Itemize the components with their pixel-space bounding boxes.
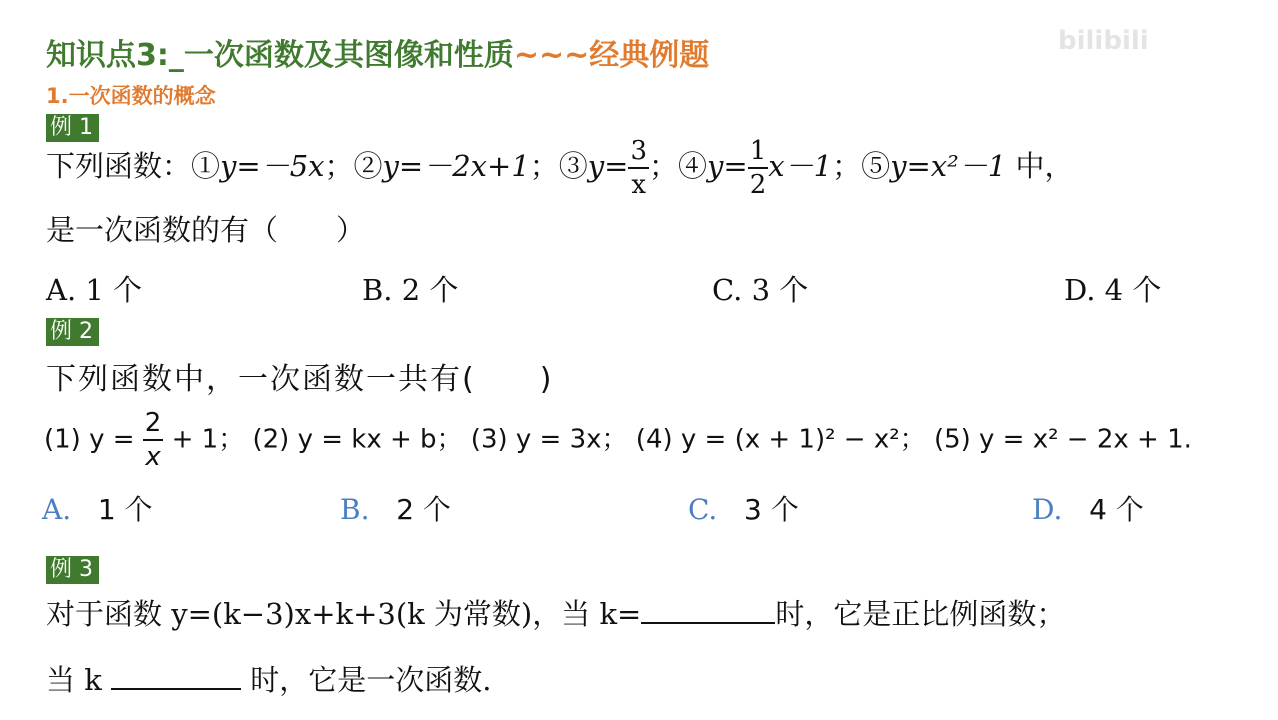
option-text: 2 个 — [396, 493, 451, 526]
ex1-option-d[interactable]: D. 4 个 — [1064, 273, 1162, 307]
ex2-func-1-fraction — [143, 410, 164, 470]
answer-blank-2[interactable] — [111, 668, 241, 690]
ex1-func-2: y=－2x+1 — [382, 149, 530, 183]
ex2-func-1-lhs: (1) y = — [44, 424, 143, 455]
ex2-option-a[interactable] — [42, 488, 153, 528]
option-letter: B. — [340, 493, 370, 526]
example-2-tag: 例 2 — [46, 318, 99, 346]
fraction-denominator: x — [631, 170, 647, 200]
ex1-func-1: y=－5x — [220, 149, 325, 183]
ex1-func-3-fraction — [628, 138, 649, 198]
ex2-func-3: (3) y = 3x； — [470, 424, 628, 455]
ex1-sep-3: ；④ — [649, 149, 708, 183]
option-text: 1 个 — [97, 493, 153, 526]
ex3-line2-text: 当 k — [46, 663, 112, 697]
option-text: 4 个 — [1089, 493, 1144, 526]
ex2-option-b[interactable] — [340, 488, 451, 528]
ex2-func-4: (4) y = (x + 1)² − x²； — [635, 424, 926, 455]
ex1-option-a[interactable]: A. 1 个 — [46, 273, 143, 307]
fraction-numerator: 3 — [628, 138, 649, 169]
ex1-option-c[interactable]: C. 3 个 — [712, 273, 809, 307]
ex2-func-2: (2) y = kx + b； — [252, 424, 463, 455]
title-main: 知识点3:_一次函数及其图像和性质 — [46, 38, 514, 73]
ex1-option-b[interactable]: B. 2 个 — [362, 273, 459, 307]
ex3-line1-text: 对于函数 y=(k−3)x+k+3(k 为常数)，当 k= — [46, 597, 642, 631]
ex1-sep-2: ；③ — [529, 149, 588, 183]
ex1-func-4-lhs: y= — [707, 149, 748, 183]
fraction-denominator: 2 — [749, 170, 767, 200]
example-2-functions — [44, 410, 1192, 470]
section-subtitle: 1.一次函数的概念 — [46, 84, 216, 108]
ex1-func-5: y=x²－1 — [890, 149, 1007, 183]
ex1-tail: 中， — [1006, 149, 1074, 183]
example-2-question: 下列函数中，一次函数一共有( ) — [46, 362, 554, 397]
ex2-func-1-rhs: + 1； — [163, 424, 245, 455]
ex1-sep-4: ；⑤ — [832, 149, 891, 183]
fraction-denominator: x — [145, 442, 161, 472]
watermark-logo: bilibili — [1058, 26, 1149, 56]
ex1-lead: 下列函数：① — [46, 149, 221, 183]
ex3-line2-tail: 时，它是一次函数. — [241, 663, 492, 697]
example-1-tag: 例 1 — [46, 114, 99, 142]
example-3-line1 — [46, 592, 1065, 633]
example-1-question — [46, 138, 1073, 198]
page-title — [46, 30, 709, 74]
ex1-func-4-rhs: x－1 — [768, 149, 833, 183]
example-3-line2 — [46, 658, 491, 699]
ex2-func-5: (5) y = x² − 2x + 1. — [933, 424, 1192, 455]
ex3-line1-tail: 时，它是正比例函数； — [775, 597, 1066, 631]
ex2-option-d[interactable] — [1032, 488, 1144, 528]
answer-blank-1[interactable] — [641, 602, 775, 624]
example-1-line2: 是一次函数的有（ ） — [46, 213, 366, 247]
ex1-sep-1: ；② — [324, 149, 383, 183]
option-letter: C. — [688, 493, 718, 526]
fraction-numerator: 2 — [143, 410, 164, 441]
ex2-option-c[interactable] — [688, 488, 799, 528]
ex1-func-4-fraction — [748, 138, 769, 198]
ex1-func-3-lhs: y= — [587, 149, 629, 183]
option-letter: D. — [1032, 493, 1063, 526]
fraction-numerator: 1 — [748, 138, 769, 169]
example-3-tag: 例 3 — [46, 556, 99, 584]
option-letter: A. — [42, 493, 72, 526]
option-text: 3 个 — [744, 493, 799, 526]
title-suffix: ~~~经典例题 — [513, 38, 710, 73]
